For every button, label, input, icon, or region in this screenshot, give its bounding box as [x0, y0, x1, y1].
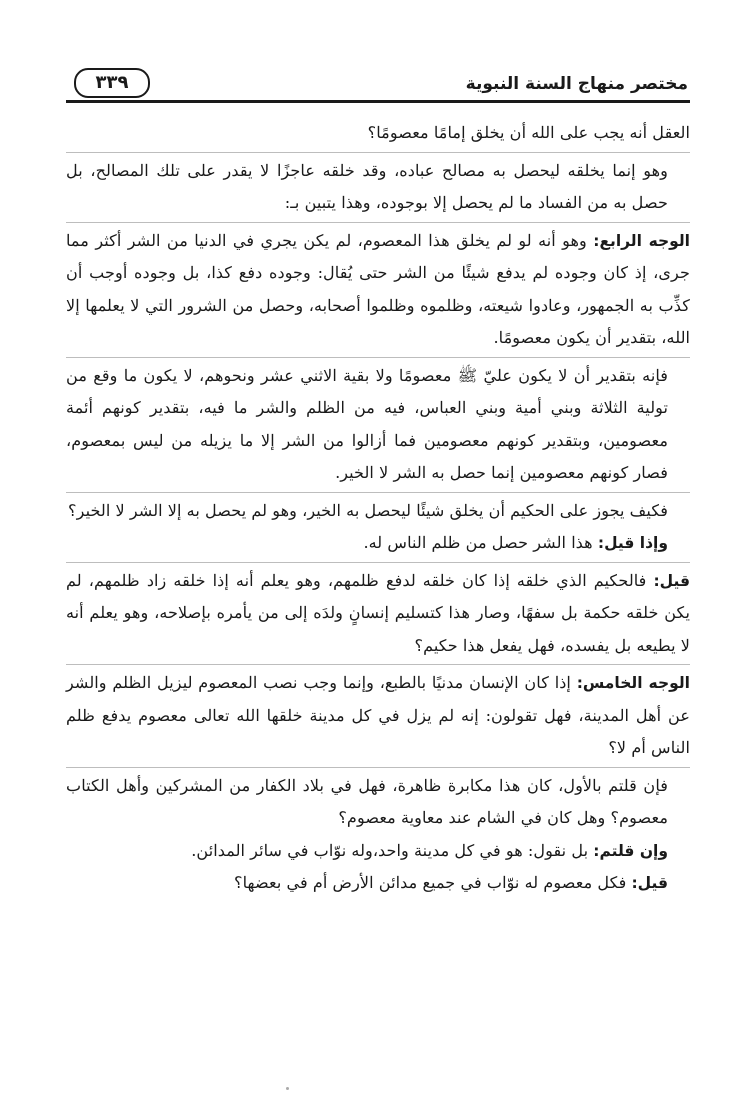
paragraph [66, 117, 690, 150]
paragraph-text: هذا الشر حصل من ظلم الناس له. [363, 533, 593, 552]
paragraph-separator [66, 152, 690, 153]
paragraph-text: العقل أنه يجب على الله أن يخلق إمامًا معصومًا؟ [367, 123, 690, 142]
paragraph-text: فإن قلتم بالأول، كان هذا مكابرة ظاهرة، فهل في بلاد الكفار من المشركين وأهل الكتاب معصوم؟ وهل كان في الشام عند معاوية معصوم؟ [66, 775, 668, 827]
page-number-badge: ٣٣٩ [74, 68, 150, 98]
scan-speck [286, 1087, 289, 1090]
section-heading: الوجه الرابع: [593, 231, 690, 250]
paragraph-text: إذا كان الإنسان مدنيًا بالطبع، وإنما وجب نصب المعصوم ليزيل الظلم والشر عن أهل المدينة، فهل تقولون: إنه لم يزل في كل مدينة خلقها الله تعالى معصوم يدفع ظلم الناس أم لا؟ [66, 673, 690, 757]
paragraph [66, 155, 690, 220]
paragraph-text: وهو إنما يخلقه ليحصل به مصالح عباده، وقد خلقه عاجزًا لا يقدر على تلك المصالح، بل حصل به من الفساد ما لم يحصل إلا بوجوده، وهذا يتبين بـ: [66, 160, 668, 212]
paragraph-separator [66, 492, 690, 493]
page-header [66, 60, 690, 103]
paragraph-text: فكيف يجوز على الحكيم أن يخلق شيئًا ليحصل به الخير، وهو لم يحصل به إلا الشر لا الخير؟ [68, 500, 668, 520]
paragraph-text: بل نقول: هو في كل مدينة واحد،وله نوّاب في سائر المدائن. [191, 840, 589, 860]
paragraph [66, 565, 690, 663]
dialogue-marker: قيل: [653, 571, 690, 590]
paragraph-separator [66, 767, 690, 768]
paragraph-separator [66, 664, 690, 665]
paragraph [66, 225, 690, 355]
dialogue-marker: قيل: [631, 874, 668, 892]
book-page [66, 60, 690, 1060]
section-heading: الوجه الخامس: [576, 674, 690, 692]
paragraph [66, 360, 690, 490]
paragraph-text: فالحكيم الذي خلقه إذا كان خلقه لدفع ظلمهم، وهو يعلم أنه إذا خلقه زاد ظلمهم، لم يكن خلقه حكمة بل سفهًا، وصار هذا كتسليم إنسانٍ ولدَه إلى من يأمره بإصلاحه، وهو يعلم أنه لا يطيعه بل يفسده، فهل يفعل هذا حكيم؟ [66, 570, 690, 655]
paragraph-text: فكل معصوم له نوّاب في جميع مدائن الأرض أم في بعضها؟ [234, 873, 627, 892]
paragraph-text: وهو أنه لو لم يخلق هذا المعصوم، لم يكن يجري في الدنيا من الشر أكثر مما جرى، إذ كان وجوده لم يدفع شيئًا من الشر حتى يُقال: وجوده دفع كذا، بل وجوده أوجب أن كذِّب به الجمهور، وعادوا شيعته، وظلموه وظلموا أصحابه، وحصل من الشرور التي لا يعلمها إلا الله، بتقدير أن يكون معصومًا. [66, 230, 690, 347]
dialogue-marker: وإن قلتم: [593, 841, 668, 860]
paragraph [66, 835, 690, 868]
paragraph [66, 527, 690, 560]
book-title: مختصر منهاج السنة النبوية [465, 74, 688, 94]
paragraph-separator [66, 222, 690, 223]
paragraph [66, 495, 690, 528]
paragraph [66, 667, 690, 765]
paragraph [66, 770, 690, 835]
paragraph-text: فإنه بتقدير أن لا يكون عليّ ﷺ معصومًا ولا بقية الاثني عشر ونحوهم، لا يكون ما وقع من تولية الثلاثة وبني أمية وبني العباس، فيه من الظلم والشر ما فيه، بتقدير كونهم أئمة معصومين، وبتقدير كونهم معصومين فما أزالوا من الشر إلا ما يزيله من ليس بمعصوم، فصار كونهم معصومين إنما حصل به الشر لا الخير. [66, 365, 668, 482]
dialogue-marker: وإذا قيل: [597, 534, 668, 552]
paragraph [66, 867, 690, 900]
paragraph-separator [66, 562, 690, 563]
page-body [66, 117, 690, 900]
paragraph-separator [66, 357, 690, 358]
